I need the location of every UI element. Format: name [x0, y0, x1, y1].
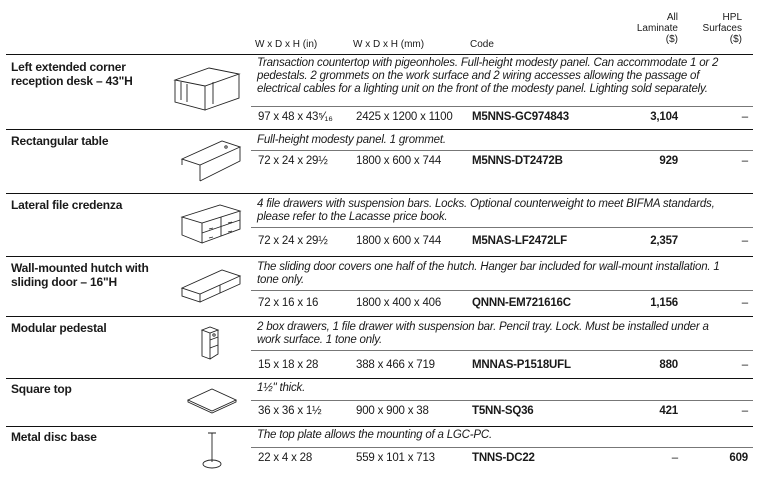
price-hpl: –	[741, 111, 748, 123]
product-row	[6, 426, 753, 478]
product-code: M5NAS-LF2472LF	[472, 235, 567, 247]
product-description: The sliding door covers one half of the hutch. Hanger bar included for wall-mount installation. 1 tone only.	[257, 261, 720, 286]
price-all-laminate: 929	[659, 155, 678, 167]
dims-in: 15 x 18 x 28	[258, 359, 319, 371]
dims-mm: 1800 x 400 x 406	[356, 297, 442, 309]
header-dims-in: W x D x H (in)	[255, 39, 318, 50]
dims-in: 36 x 36 x 1½	[258, 405, 322, 417]
product-code: MNNAS-P1518UFL	[472, 359, 571, 371]
product-row	[6, 316, 753, 378]
row-separator	[251, 106, 753, 107]
product-name: Lateral file credenza	[11, 198, 123, 212]
row-separator	[251, 350, 753, 351]
product-description: The top plate allows the mounting of a LGC-PC.	[257, 429, 492, 441]
dims-mm: 1800 x 600 x 744	[356, 235, 442, 247]
square-top-icon	[186, 386, 238, 416]
row-separator	[251, 447, 753, 448]
product-row	[6, 54, 753, 129]
dims-mm: 388 x 466 x 719	[356, 359, 435, 371]
row-divider	[6, 256, 753, 257]
product-row	[6, 193, 753, 256]
dims-in: 72 x 16 x 16	[258, 297, 319, 309]
product-row	[6, 129, 753, 193]
price-hpl: –	[741, 359, 748, 371]
price-all-laminate: 421	[659, 405, 678, 417]
product-name: Metal disc base	[11, 430, 97, 444]
price-all-laminate: 3,104	[650, 111, 678, 123]
row-separator	[251, 227, 753, 228]
header-hpl-line1: HPL	[722, 12, 742, 23]
product-description: Full-height modesty panel. 1 grommet.	[257, 134, 446, 146]
product-name: Modular pedestal	[11, 321, 107, 335]
product-row	[6, 378, 753, 426]
dims-mm: 2425 x 1200 x 1100	[356, 111, 453, 123]
price-hpl: –	[741, 297, 748, 309]
product-name: Rectangular table	[11, 134, 109, 148]
row-divider	[6, 54, 753, 55]
price-hpl: –	[741, 155, 748, 167]
row-divider	[6, 129, 753, 130]
dims-in: 72 x 24 x 29½	[258, 235, 328, 247]
price-all-laminate: –	[671, 452, 678, 464]
price-all-laminate: 880	[659, 359, 678, 371]
pedestal-icon	[196, 324, 224, 362]
rectangular-table-icon	[178, 135, 244, 185]
price-all-laminate: 2,357	[650, 235, 678, 247]
product-description: Transaction countertop with pigeonholes. Full-height modesty panel. Can accommodate 1 or 2 pedestals. 2 grommets on the work surface and 2 wiring accesses allowing the passage of electrical cables for a lighting unit on the front of the modesty panel. Lighting sold separately.	[257, 57, 719, 95]
dims-in: 97 x 48 x 43⁵⁄₁₆	[258, 111, 333, 123]
row-divider	[6, 316, 753, 317]
price-hpl: –	[741, 235, 748, 247]
dims-in: 72 x 24 x 29½	[258, 155, 328, 167]
header-all-laminate	[620, 12, 678, 45]
header-hpl	[692, 12, 742, 45]
row-separator	[251, 290, 753, 291]
dims-mm: 1800 x 600 x 744	[356, 155, 442, 167]
row-divider	[6, 193, 753, 194]
product-description: 4 file drawers with suspension bars. Locks. Optional counterweight to meet BIFMA standards, please refer to the Lacasse price book.	[257, 198, 715, 223]
header-code: Code	[470, 39, 494, 50]
header-all-laminate-line2: Laminate	[636, 23, 678, 34]
header-dims-mm: W x D x H (mm)	[353, 39, 425, 50]
product-code: M5NNS-DT2472B	[472, 155, 563, 167]
product-code: TNNS-DC22	[472, 452, 535, 464]
row-divider	[6, 378, 753, 379]
header-all-laminate-line3: ($)	[665, 34, 678, 45]
price-hpl: 609	[729, 452, 748, 464]
dims-in: 22 x 4 x 28	[258, 452, 313, 464]
header-hpl-line3: ($)	[729, 34, 742, 45]
product-code: QNNN-EM721616C	[472, 297, 571, 309]
product-row	[6, 256, 753, 316]
header-all-laminate-line1: All	[666, 12, 678, 23]
dims-mm: 900 x 900 x 38	[356, 405, 429, 417]
product-description: 2 box drawers, 1 file drawer with suspension bar. Pencil tray. Lock. Must be installed under a work surface. 1 tone only.	[257, 321, 709, 346]
row-separator	[251, 150, 753, 151]
dims-mm: 559 x 101 x 713	[356, 452, 435, 464]
wall-hutch-icon	[178, 264, 244, 308]
price-all-laminate: 1,156	[650, 297, 678, 309]
disc-base-icon	[200, 430, 224, 470]
product-name: Wall-mounted hutch with sliding door – 16"H	[11, 261, 149, 289]
file-credenza-icon	[176, 199, 244, 251]
price-hpl: –	[741, 405, 748, 417]
row-divider	[6, 426, 753, 427]
product-code: M5NNS-GC974843	[472, 111, 569, 123]
product-name: Square top	[11, 382, 72, 396]
header-hpl-line2: Surfaces	[702, 23, 742, 34]
row-separator	[251, 400, 753, 401]
product-name: Left extended corner reception desk – 43"H	[11, 60, 133, 88]
reception-desk-icon	[169, 62, 243, 112]
product-code: T5NN-SQ36	[472, 405, 534, 417]
product-description: 1½" thick.	[257, 382, 306, 394]
